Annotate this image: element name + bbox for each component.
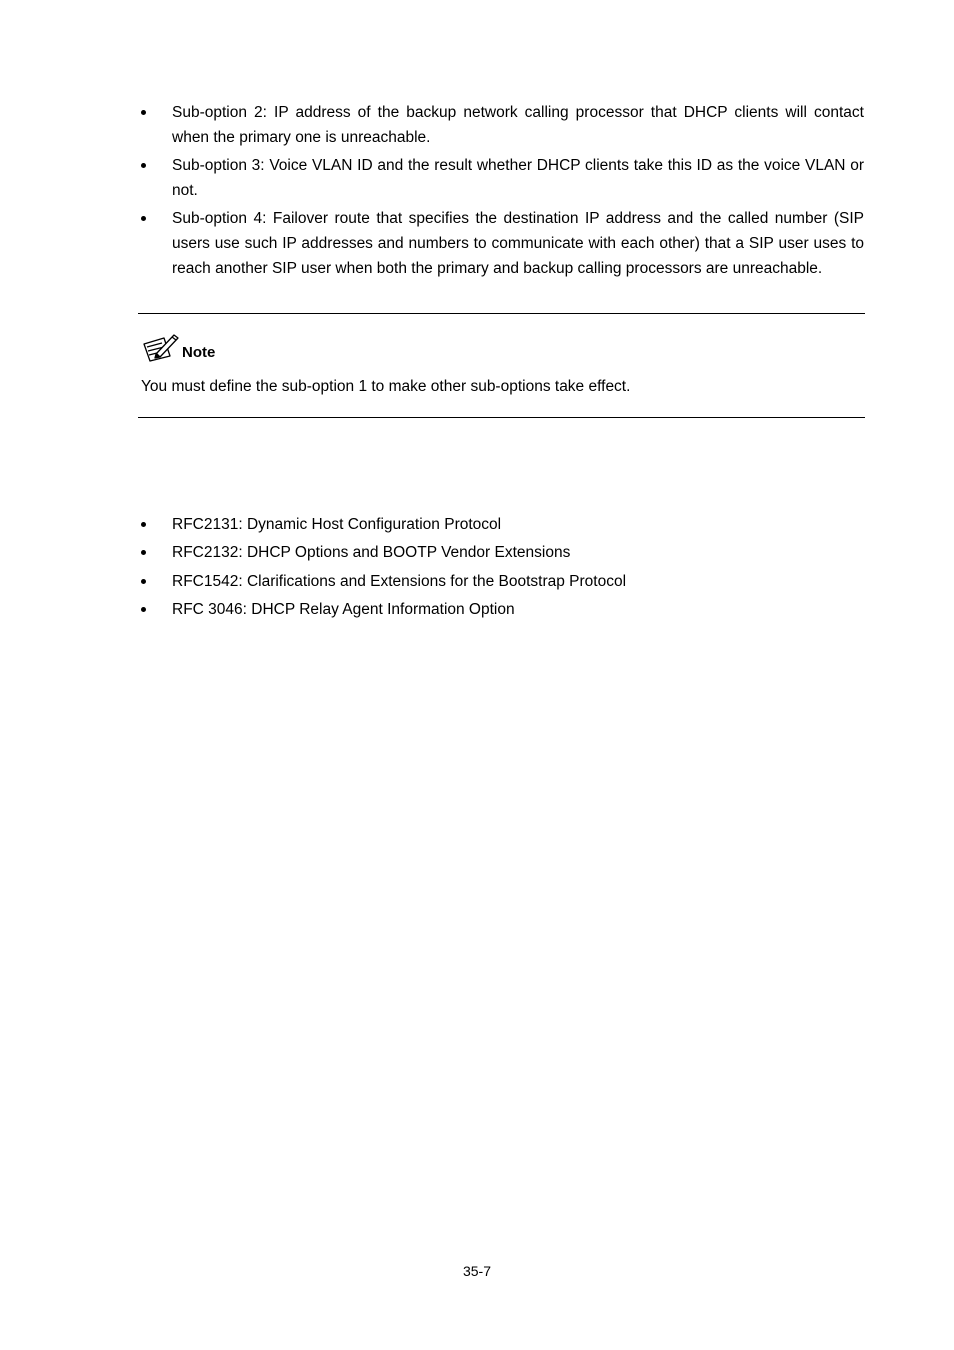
list-item: [138, 206, 864, 281]
list-item: [138, 153, 864, 203]
sub-option-list: [138, 100, 864, 284]
list-item-text: RFC2132: DHCP Options and BOOTP Vendor Extensions: [172, 544, 571, 562]
list-item: [138, 597, 864, 622]
note-text: You must define the sub-option 1 to make other sub-options take effect.: [141, 378, 631, 395]
list-item-text: Sub-option 4: Failover route that specifies the destination IP address and the called number (SIP users use such IP addresses and numbers to communicate with each other) that a SIP user uses to reach another SIP user when both the primary and backup calling processors are unreachable.: [172, 210, 864, 277]
list-item: [138, 100, 864, 150]
list-item: [138, 569, 864, 594]
note-top-divider: [138, 313, 865, 314]
page-number: 35-7: [462, 1263, 492, 1279]
list-item-text: RFC 3046: DHCP Relay Agent Information Option: [172, 600, 515, 618]
list-item-text: RFC2131: Dynamic Host Configuration Protocol: [172, 516, 502, 533]
list-item: [138, 512, 864, 537]
list-item-text: RFC1542: Clarifications and Extensions for the Bootstrap Protocol: [172, 572, 627, 590]
list-item-text: Sub-option 2: IP address of the backup network calling processor that DHCP clients will contact when the primary one is unreachable.: [172, 104, 864, 146]
note-label: Note: [182, 344, 216, 361]
rfc-list: [138, 512, 864, 625]
list-item-text: Sub-option 3: Voice VLAN ID and the result whether DHCP clients take this ID as the voice VLAN or not.: [172, 157, 864, 199]
note-bottom-divider: [138, 417, 865, 418]
note-pad-pencil-icon: [142, 332, 180, 362]
list-item: [138, 540, 864, 565]
note-header: [142, 332, 215, 362]
